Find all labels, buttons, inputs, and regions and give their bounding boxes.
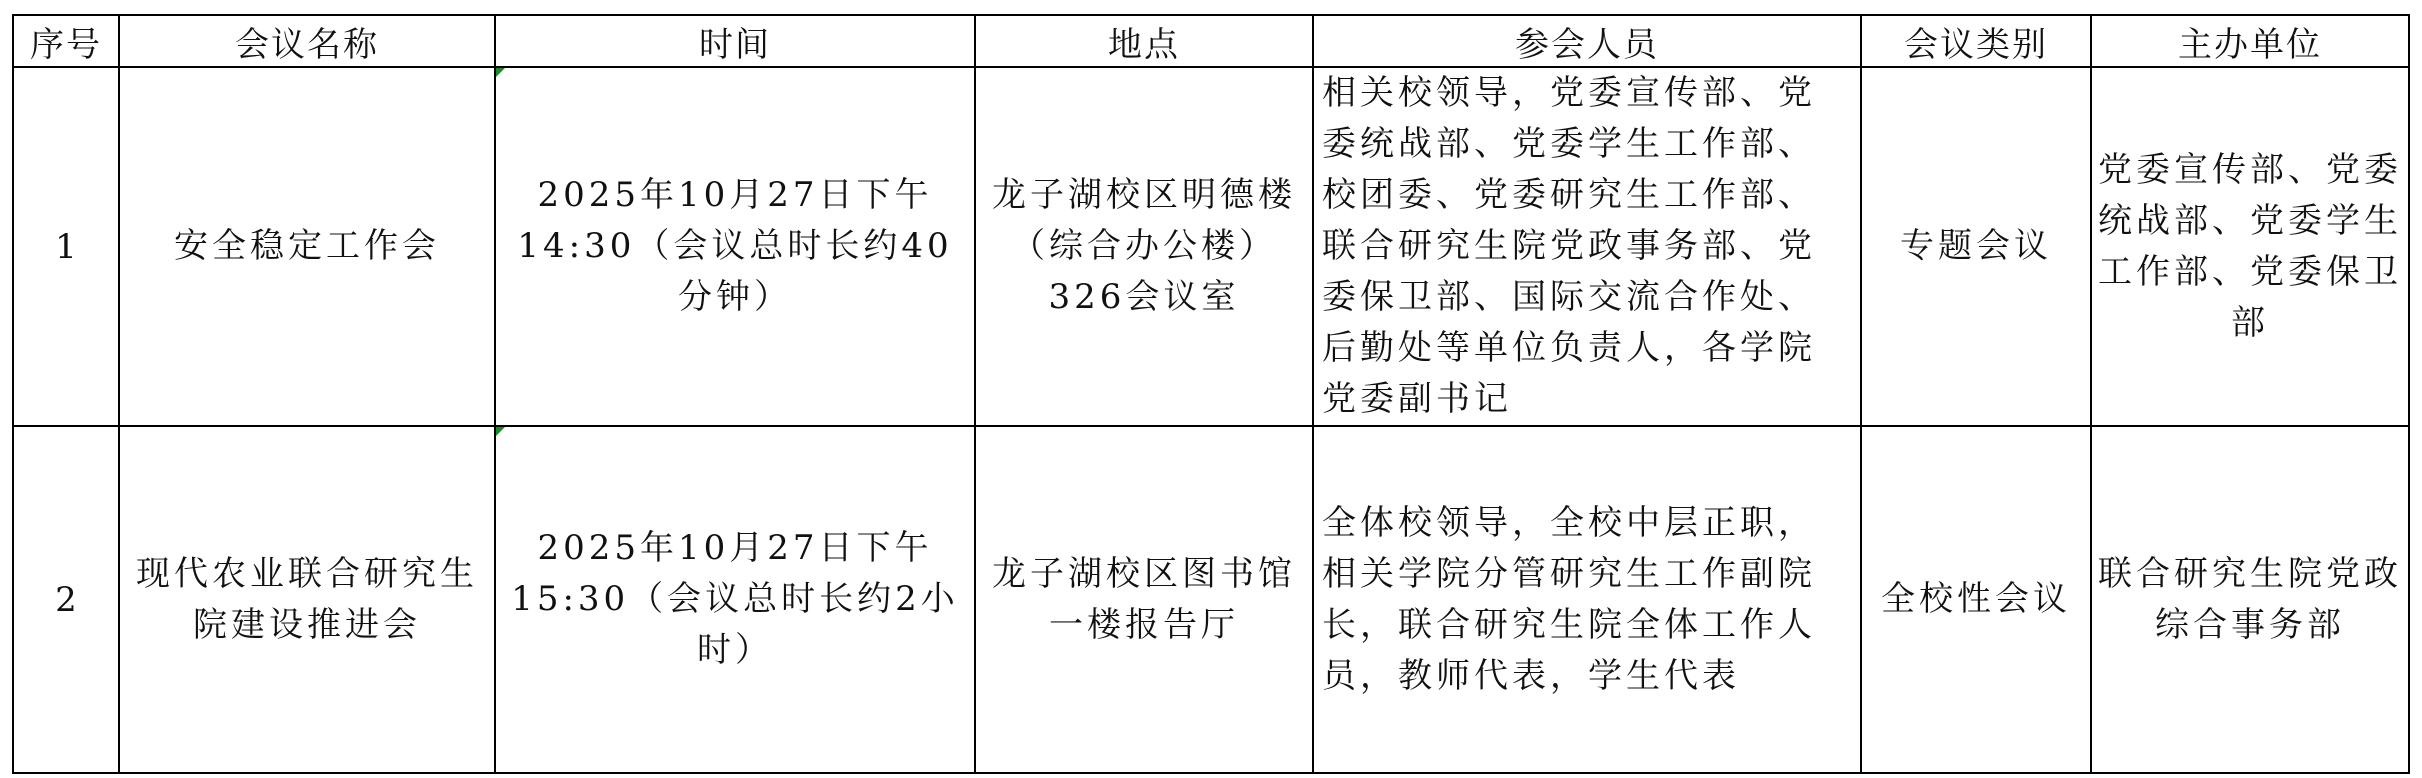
header-host: 主办单位 (2091, 15, 2409, 67)
cell-meeting-name: 安全稳定工作会 (119, 67, 495, 426)
header-row (13, 15, 2409, 67)
header-location: 地点 (975, 15, 1313, 67)
header-no: 序号 (13, 15, 119, 67)
cell-comment-marker (496, 427, 505, 436)
cell-time-text: 2025年10月27日下午14:30（会议总时长约40分钟） (517, 175, 953, 317)
cell-location: 龙子湖校区明德楼（综合办公楼）326会议室 (975, 67, 1313, 426)
cell-meeting-name: 现代农业联合研究生院建设推进会 (119, 426, 495, 773)
table-row (13, 426, 2409, 773)
cell-no: 2 (13, 426, 119, 773)
cell-comment-marker (496, 68, 505, 77)
cell-no: 1 (13, 67, 119, 426)
cell-attendees: 相关校领导，党委宣传部、党委统战部、党委学生工作部、校团委、党委研究生工作部、联合研究生院党政事务部、党委保卫部、国际交流合作处、后勤处等单位负责人，各学院党委副书记 (1313, 67, 1861, 426)
cell-host: 联合研究生院党政综合事务部 (2091, 426, 2409, 773)
header-category: 会议类别 (1861, 15, 2091, 67)
cell-category: 全校性会议 (1861, 426, 2091, 773)
cell-time (495, 426, 975, 773)
cell-location: 龙子湖校区图书馆一楼报告厅 (975, 426, 1313, 773)
cell-attendees: 全体校领导，全校中层正职，相关学院分管研究生工作副院长，联合研究生院全体工作人员，教师代表，学生代表 (1313, 426, 1861, 773)
cell-host: 党委宣传部、党委统战部、党委学生工作部、党委保卫部 (2091, 67, 2409, 426)
table-row (13, 67, 2409, 426)
cell-time-text: 2025年10月27日下午15:30（会议总时长约2小时） (511, 528, 959, 670)
header-time: 时间 (495, 15, 975, 67)
cell-time (495, 67, 975, 426)
cell-category: 专题会议 (1861, 67, 2091, 426)
header-attendees: 参会人员 (1313, 15, 1861, 67)
header-name: 会议名称 (119, 15, 495, 67)
meeting-schedule-table (12, 14, 2410, 774)
